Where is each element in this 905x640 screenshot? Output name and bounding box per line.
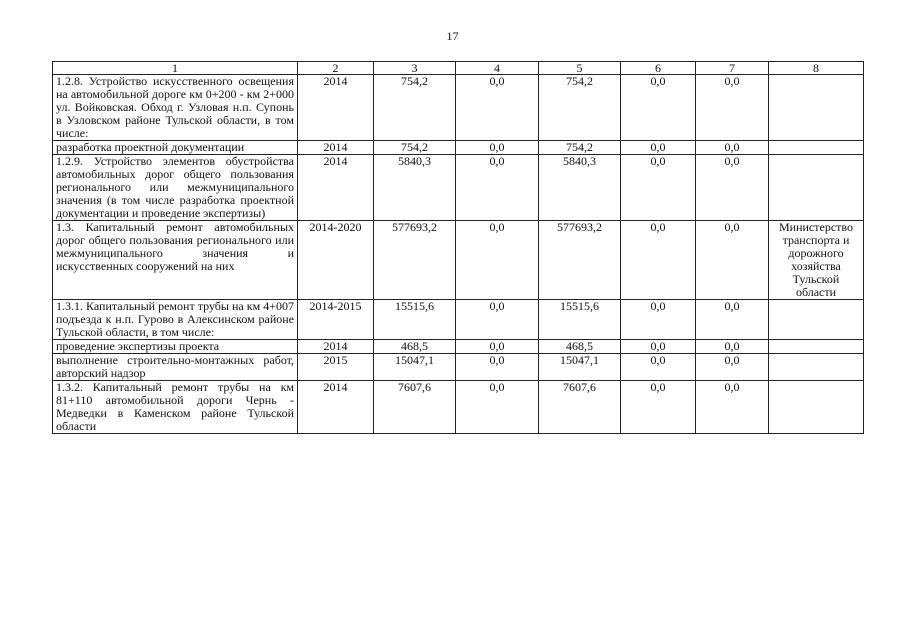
column-header: 4 — [456, 62, 539, 75]
value-cell: 0,0 — [456, 340, 539, 354]
value-cell: 754,2 — [374, 141, 456, 155]
responsible-cell — [769, 141, 864, 155]
table-row — [53, 354, 864, 381]
value-cell: 0,0 — [696, 340, 769, 354]
value-cell: 0,0 — [621, 141, 696, 155]
value-cell: 0,0 — [456, 381, 539, 434]
item-name-cell: проведение экспертизы проекта — [53, 340, 298, 354]
value-cell: 0,0 — [456, 221, 539, 300]
value-cell: 0,0 — [696, 155, 769, 221]
table-row — [53, 381, 864, 434]
year-cell: 2015 — [298, 354, 374, 381]
item-name-cell: 1.2.9. Устройство элементов обустройства автомобильных дорог общего пользования регионального или межмуниципального значения (в том числе разработка проектной документации и проведение экспертизы) — [53, 155, 298, 221]
value-cell: 0,0 — [621, 354, 696, 381]
column-header: 2 — [298, 62, 374, 75]
column-header: 5 — [539, 62, 621, 75]
year-cell: 2014 — [298, 75, 374, 141]
value-cell: 0,0 — [621, 340, 696, 354]
table-header-row — [53, 62, 864, 75]
value-cell: 5840,3 — [374, 155, 456, 221]
value-cell: 754,2 — [539, 141, 621, 155]
column-header: 6 — [621, 62, 696, 75]
table-row — [53, 141, 864, 155]
value-cell: 468,5 — [539, 340, 621, 354]
table-row — [53, 155, 864, 221]
value-cell: 7607,6 — [539, 381, 621, 434]
item-name-cell: выполнение строительно-монтажных работ, авторский надзор — [53, 354, 298, 381]
value-cell: 0,0 — [456, 300, 539, 340]
value-cell: 754,2 — [374, 75, 456, 141]
value-cell: 577693,2 — [374, 221, 456, 300]
item-name-cell: 1.2.8. Устройство искусственного освещения на автомобильной дороге км 0+200 - км 2+000 ул. Войковская. Обход г. Узловая н.п. Супонь в Узловском районе Тульской области, в том числе: — [53, 75, 298, 141]
table-row — [53, 75, 864, 141]
value-cell: 0,0 — [696, 354, 769, 381]
value-cell: 15515,6 — [374, 300, 456, 340]
responsible-cell — [769, 381, 864, 434]
item-name-cell: 1.3.1. Капитальный ремонт трубы на км 4+007 подъезда к н.п. Гурово в Алексинском районе Тульской области, в том числе: — [53, 300, 298, 340]
value-cell: 0,0 — [456, 155, 539, 221]
value-cell: 0,0 — [456, 141, 539, 155]
year-cell: 2014-2015 — [298, 300, 374, 340]
value-cell: 0,0 — [696, 221, 769, 300]
column-header: 3 — [374, 62, 456, 75]
column-header: 7 — [696, 62, 769, 75]
year-cell: 2014-2020 — [298, 221, 374, 300]
table-row — [53, 300, 864, 340]
value-cell: 754,2 — [539, 75, 621, 141]
table-row — [53, 340, 864, 354]
value-cell: 0,0 — [621, 300, 696, 340]
value-cell: 0,0 — [456, 354, 539, 381]
item-name-cell: 1.3.2. Капитальный ремонт трубы на км 81+110 автомобильной дороги Чернь - Медведки в Каменском районе Тульской области — [53, 381, 298, 434]
item-name-cell: разработка проектной документации — [53, 141, 298, 155]
responsible-cell: Министерство транспорта и дорожного хозяйства Тульской области — [769, 221, 864, 300]
responsible-cell — [769, 340, 864, 354]
page-number: 17 — [446, 29, 459, 43]
value-cell: 0,0 — [696, 75, 769, 141]
value-cell: 0,0 — [621, 221, 696, 300]
value-cell: 0,0 — [696, 300, 769, 340]
table-row — [53, 221, 864, 300]
responsible-cell — [769, 75, 864, 141]
value-cell: 0,0 — [621, 75, 696, 141]
value-cell: 0,0 — [621, 155, 696, 221]
year-cell: 2014 — [298, 155, 374, 221]
responsible-cell — [769, 155, 864, 221]
column-header: 1 — [53, 62, 298, 75]
value-cell: 15515,6 — [539, 300, 621, 340]
value-cell: 7607,6 — [374, 381, 456, 434]
value-cell: 0,0 — [696, 381, 769, 434]
responsible-cell — [769, 300, 864, 340]
value-cell: 15047,1 — [539, 354, 621, 381]
value-cell: 0,0 — [696, 141, 769, 155]
value-cell: 0,0 — [621, 381, 696, 434]
year-cell: 2014 — [298, 340, 374, 354]
value-cell: 577693,2 — [539, 221, 621, 300]
responsible-cell — [769, 354, 864, 381]
column-header: 8 — [769, 62, 864, 75]
item-name-cell: 1.3. Капитальный ремонт автомобильных дорог общего пользования регионального или межмуниципального значения и искусственных сооружений на них — [53, 221, 298, 300]
value-cell: 0,0 — [456, 75, 539, 141]
value-cell: 5840,3 — [539, 155, 621, 221]
year-cell: 2014 — [298, 381, 374, 434]
value-cell: 15047,1 — [374, 354, 456, 381]
year-cell: 2014 — [298, 141, 374, 155]
budget-table — [52, 61, 864, 434]
value-cell: 468,5 — [374, 340, 456, 354]
